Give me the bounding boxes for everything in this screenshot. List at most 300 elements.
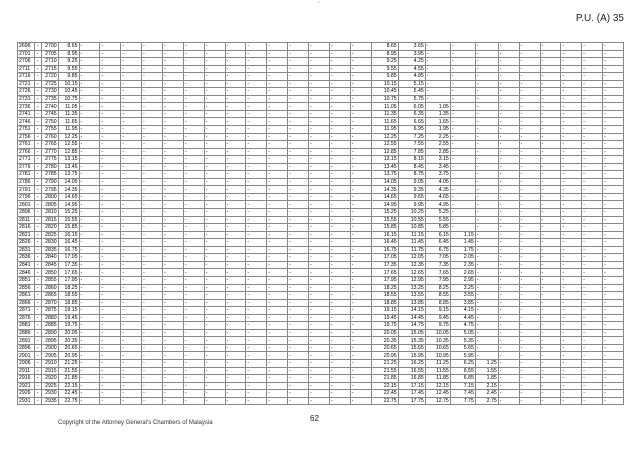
rate-cell: - bbox=[540, 209, 561, 217]
rate-cell: - bbox=[561, 80, 582, 88]
rate-cell: - bbox=[204, 209, 225, 217]
rate-cell: - bbox=[540, 141, 561, 149]
income-range-cell: - bbox=[34, 367, 41, 375]
rate-cell: - bbox=[582, 186, 603, 194]
rate-cell: - bbox=[603, 231, 624, 239]
table-row bbox=[18, 43, 624, 51]
rate-cell: 16.85 bbox=[398, 375, 425, 383]
rate-cell: - bbox=[267, 73, 288, 81]
rate-cell: - bbox=[204, 216, 225, 224]
rate-cell: - bbox=[450, 95, 475, 103]
rate-cell: - bbox=[603, 359, 624, 367]
rate-cell: - bbox=[183, 65, 204, 73]
income-range-cell: 2871 bbox=[18, 307, 35, 315]
income-range-cell: 2790 bbox=[41, 178, 58, 186]
rate-cell: - bbox=[183, 239, 204, 247]
table-row bbox=[18, 171, 624, 179]
rate-cell: - bbox=[100, 224, 121, 232]
rate-cell: - bbox=[475, 156, 498, 164]
income-range-cell: 2696 bbox=[18, 43, 35, 51]
rate-cell: - bbox=[498, 344, 519, 352]
rate-cell: - bbox=[162, 50, 183, 58]
rate-cell: - bbox=[288, 156, 309, 164]
rate-cell: - bbox=[350, 337, 371, 345]
rate-cell: - bbox=[603, 254, 624, 262]
rate-cell: - bbox=[225, 239, 246, 247]
rate-cell: - bbox=[308, 43, 329, 51]
rate-cell: - bbox=[582, 141, 603, 149]
rate-cell: - bbox=[308, 171, 329, 179]
rate-cell: 15.65 bbox=[398, 344, 425, 352]
rate-cell: - bbox=[561, 193, 582, 201]
rate-cell: - bbox=[142, 209, 163, 217]
rate-cell: - bbox=[246, 193, 267, 201]
rate-cell: 12.65 bbox=[398, 269, 425, 277]
rate-cell: 6.75 bbox=[425, 246, 450, 254]
rate-cell: - bbox=[561, 171, 582, 179]
rate-cell: - bbox=[100, 50, 121, 58]
rate-cell: - bbox=[121, 216, 142, 224]
rate-cell: 19.45 bbox=[371, 314, 398, 322]
rate-cell: 2.65 bbox=[450, 269, 475, 277]
rate-cell: - bbox=[267, 254, 288, 262]
rate-cell: - bbox=[519, 110, 540, 118]
rate-cell: 5.65 bbox=[450, 344, 475, 352]
rate-cell: - bbox=[603, 201, 624, 209]
rate-cell: - bbox=[329, 329, 350, 337]
rate-cell: 12.05 bbox=[398, 254, 425, 262]
rate-cell: 1.95 bbox=[425, 126, 450, 134]
rate-cell: - bbox=[350, 156, 371, 164]
income-range-cell: 2926 bbox=[18, 390, 35, 398]
rate-cell: - bbox=[267, 118, 288, 126]
rate-cell: - bbox=[288, 133, 309, 141]
rate-cell: - bbox=[288, 50, 309, 58]
rate-cell: - bbox=[162, 171, 183, 179]
rate-cell: 8.75 bbox=[398, 171, 425, 179]
rate-cell: 17.05 bbox=[58, 254, 79, 262]
rate-cell: - bbox=[204, 50, 225, 58]
income-range-cell: - bbox=[34, 329, 41, 337]
rate-cell: - bbox=[267, 246, 288, 254]
rate-cell: - bbox=[288, 110, 309, 118]
rate-cell: 7.25 bbox=[398, 133, 425, 141]
rate-cell: - bbox=[225, 65, 246, 73]
table-row bbox=[18, 314, 624, 322]
rate-cell: 1.35 bbox=[425, 110, 450, 118]
rate-cell: - bbox=[582, 314, 603, 322]
rate-cell: - bbox=[425, 80, 450, 88]
income-range-cell: 2820 bbox=[41, 224, 58, 232]
rate-cell: - bbox=[204, 103, 225, 111]
rate-cell: 2.25 bbox=[425, 133, 450, 141]
rate-cell: - bbox=[350, 65, 371, 73]
rate-cell: - bbox=[475, 299, 498, 307]
rate-cell: - bbox=[267, 322, 288, 330]
rate-cell: - bbox=[540, 73, 561, 81]
rate-cell: - bbox=[603, 390, 624, 398]
rate-cell: - bbox=[183, 292, 204, 300]
rate-cell: - bbox=[288, 284, 309, 292]
rate-cell: - bbox=[561, 382, 582, 390]
rate-cell: - bbox=[142, 246, 163, 254]
rate-cell: - bbox=[350, 80, 371, 88]
rate-cell: 2.05 bbox=[450, 254, 475, 262]
rate-cell: 10.55 bbox=[398, 216, 425, 224]
rate-cell: - bbox=[121, 299, 142, 307]
rate-cell: - bbox=[162, 118, 183, 126]
income-range-cell: - bbox=[34, 103, 41, 111]
rate-cell: - bbox=[288, 375, 309, 383]
table-row bbox=[18, 284, 624, 292]
rate-cell: 7.05 bbox=[425, 254, 450, 262]
rate-cell: - bbox=[540, 186, 561, 194]
rate-cell: - bbox=[350, 299, 371, 307]
income-range-cell: 2896 bbox=[18, 344, 35, 352]
rate-cell: - bbox=[519, 141, 540, 149]
rate-cell: - bbox=[308, 156, 329, 164]
rate-cell: 4.85 bbox=[398, 73, 425, 81]
rate-cell: 17.65 bbox=[58, 269, 79, 277]
rate-cell: - bbox=[329, 148, 350, 156]
rate-cell: - bbox=[603, 163, 624, 171]
rate-cell: 14.45 bbox=[398, 314, 425, 322]
rate-cell: - bbox=[582, 307, 603, 315]
rate-cell: - bbox=[329, 254, 350, 262]
rate-cell: 6.05 bbox=[398, 103, 425, 111]
rate-cell: - bbox=[498, 141, 519, 149]
rate-cell: - bbox=[475, 261, 498, 269]
rate-cell: - bbox=[450, 178, 475, 186]
rate-cell: - bbox=[225, 292, 246, 300]
income-range-cell: 2930 bbox=[41, 390, 58, 398]
rate-cell: 2.45 bbox=[475, 390, 498, 398]
rate-cell: - bbox=[225, 299, 246, 307]
rate-cell: - bbox=[100, 163, 121, 171]
rate-cell: 19.75 bbox=[371, 322, 398, 330]
rate-cell: - bbox=[308, 307, 329, 315]
rate-cell: - bbox=[350, 95, 371, 103]
rate-cell: - bbox=[183, 148, 204, 156]
rate-cell: - bbox=[100, 269, 121, 277]
rate-cell: - bbox=[267, 201, 288, 209]
rate-cell: - bbox=[498, 171, 519, 179]
rate-cell: - bbox=[121, 246, 142, 254]
rate-cell: - bbox=[246, 231, 267, 239]
rate-cell: 10.35 bbox=[425, 337, 450, 345]
rate-cell: - bbox=[183, 246, 204, 254]
rate-cell: - bbox=[350, 239, 371, 247]
rate-cell: - bbox=[267, 163, 288, 171]
income-range-cell: 2845 bbox=[41, 261, 58, 269]
rate-cell: - bbox=[121, 50, 142, 58]
rate-cell: - bbox=[603, 88, 624, 96]
rate-cell: 16.25 bbox=[398, 359, 425, 367]
income-range-cell: - bbox=[34, 269, 41, 277]
rate-cell: - bbox=[225, 209, 246, 217]
income-range-cell: - bbox=[34, 276, 41, 284]
rate-cell: - bbox=[540, 178, 561, 186]
rate-cell: - bbox=[540, 307, 561, 315]
rate-cell: - bbox=[308, 239, 329, 247]
rate-cell: - bbox=[142, 322, 163, 330]
rate-cell: - bbox=[561, 261, 582, 269]
rate-cell: - bbox=[425, 95, 450, 103]
rate-cell: - bbox=[561, 110, 582, 118]
rate-cell: - bbox=[519, 382, 540, 390]
rate-cell: - bbox=[561, 58, 582, 66]
rate-cell: - bbox=[183, 216, 204, 224]
rate-cell: - bbox=[329, 359, 350, 367]
rate-cell: - bbox=[121, 163, 142, 171]
rate-cell: - bbox=[267, 171, 288, 179]
rate-cell: - bbox=[540, 88, 561, 96]
rate-cell: - bbox=[603, 95, 624, 103]
rate-cell: - bbox=[603, 284, 624, 292]
rate-cell: - bbox=[142, 88, 163, 96]
rate-cell: - bbox=[329, 397, 350, 405]
rate-cell: - bbox=[162, 299, 183, 307]
income-range-cell: 2816 bbox=[18, 224, 35, 232]
rate-cell: - bbox=[204, 178, 225, 186]
income-range-cell: - bbox=[34, 344, 41, 352]
income-range-cell: - bbox=[34, 110, 41, 118]
rate-cell: 8.95 bbox=[58, 50, 79, 58]
rate-cell: 7.15 bbox=[450, 382, 475, 390]
rate-cell: - bbox=[350, 359, 371, 367]
rate-cell: 11.15 bbox=[398, 231, 425, 239]
rate-cell: - bbox=[350, 390, 371, 398]
rate-cell: - bbox=[100, 344, 121, 352]
rate-cell: 7.35 bbox=[425, 261, 450, 269]
rate-cell: - bbox=[288, 171, 309, 179]
income-range-cell: - bbox=[34, 261, 41, 269]
rate-cell: - bbox=[519, 254, 540, 262]
rate-cell: - bbox=[225, 261, 246, 269]
rate-cell: - bbox=[162, 209, 183, 217]
rate-cell: - bbox=[450, 141, 475, 149]
rate-cell: - bbox=[79, 156, 100, 164]
rate-cell: - bbox=[350, 367, 371, 375]
rate-cell: - bbox=[329, 163, 350, 171]
rate-cell: - bbox=[267, 50, 288, 58]
rate-cell: - bbox=[100, 126, 121, 134]
income-range-cell: - bbox=[34, 118, 41, 126]
rate-cell: - bbox=[561, 178, 582, 186]
rate-cell: - bbox=[498, 359, 519, 367]
rate-cell: 2.95 bbox=[450, 276, 475, 284]
rate-cell: - bbox=[121, 103, 142, 111]
rate-cell: - bbox=[329, 322, 350, 330]
rate-cell: - bbox=[79, 231, 100, 239]
rate-cell: - bbox=[350, 231, 371, 239]
rate-cell: - bbox=[79, 103, 100, 111]
rate-cell: - bbox=[519, 307, 540, 315]
rate-cell: - bbox=[603, 141, 624, 149]
rate-cell: - bbox=[162, 382, 183, 390]
rate-cell: 20.65 bbox=[371, 344, 398, 352]
rate-cell: - bbox=[162, 141, 183, 149]
rate-cell: - bbox=[540, 375, 561, 383]
rate-cell: - bbox=[519, 186, 540, 194]
rate-cell: - bbox=[204, 261, 225, 269]
income-range-cell: 2885 bbox=[41, 322, 58, 330]
rate-cell: - bbox=[308, 88, 329, 96]
rate-cell: - bbox=[425, 73, 450, 81]
rate-cell: - bbox=[450, 110, 475, 118]
rate-cell: 13.85 bbox=[398, 299, 425, 307]
rate-cell: - bbox=[603, 224, 624, 232]
rate-cell: - bbox=[162, 246, 183, 254]
rate-cell: - bbox=[267, 261, 288, 269]
rate-cell: - bbox=[162, 261, 183, 269]
income-range-cell: - bbox=[34, 88, 41, 96]
rate-cell: - bbox=[350, 352, 371, 360]
rate-cell: - bbox=[519, 299, 540, 307]
rate-cell: 16.15 bbox=[58, 231, 79, 239]
rate-cell: - bbox=[162, 126, 183, 134]
rate-cell: - bbox=[603, 58, 624, 66]
table-row bbox=[18, 344, 624, 352]
income-range-cell: 2850 bbox=[41, 269, 58, 277]
rate-cell: - bbox=[498, 148, 519, 156]
rate-cell: - bbox=[308, 322, 329, 330]
rate-cell: - bbox=[100, 193, 121, 201]
rate-cell: - bbox=[425, 50, 450, 58]
rate-cell: - bbox=[350, 284, 371, 292]
rate-cell: 5.25 bbox=[425, 209, 450, 217]
income-range-cell: - bbox=[34, 254, 41, 262]
rate-cell: - bbox=[582, 367, 603, 375]
rate-cell: - bbox=[100, 178, 121, 186]
income-range-cell: 2781 bbox=[18, 171, 35, 179]
income-range-cell: 2780 bbox=[41, 163, 58, 171]
income-range-cell: 2761 bbox=[18, 141, 35, 149]
rate-cell: - bbox=[79, 397, 100, 405]
rate-cell: - bbox=[225, 88, 246, 96]
rate-cell: - bbox=[121, 193, 142, 201]
rate-cell: 9.05 bbox=[398, 178, 425, 186]
income-range-cell: - bbox=[34, 224, 41, 232]
rate-cell: - bbox=[225, 375, 246, 383]
rate-cell: - bbox=[183, 209, 204, 217]
rate-cell: - bbox=[288, 292, 309, 300]
table-row bbox=[18, 337, 624, 345]
income-range-cell: - bbox=[34, 186, 41, 194]
rate-cell: - bbox=[561, 224, 582, 232]
rate-cell: - bbox=[100, 118, 121, 126]
rate-cell: - bbox=[142, 390, 163, 398]
table-row bbox=[18, 299, 624, 307]
rate-cell: - bbox=[288, 65, 309, 73]
rate-cell: - bbox=[142, 216, 163, 224]
rate-cell: - bbox=[162, 239, 183, 247]
rate-cell: - bbox=[475, 352, 498, 360]
table-row bbox=[18, 88, 624, 96]
rate-cell: - bbox=[540, 390, 561, 398]
rate-cell: - bbox=[498, 246, 519, 254]
rate-cell: - bbox=[329, 110, 350, 118]
rate-cell: - bbox=[308, 269, 329, 277]
income-range-cell: - bbox=[34, 216, 41, 224]
rate-cell: - bbox=[308, 397, 329, 405]
rate-cell: - bbox=[204, 292, 225, 300]
rate-cell: - bbox=[79, 322, 100, 330]
rate-cell: - bbox=[561, 246, 582, 254]
rate-cell: - bbox=[79, 216, 100, 224]
rate-cell: - bbox=[329, 224, 350, 232]
rate-cell: - bbox=[121, 186, 142, 194]
table-row bbox=[18, 307, 624, 315]
rate-cell: - bbox=[475, 103, 498, 111]
rate-cell: - bbox=[121, 337, 142, 345]
rate-cell: - bbox=[142, 239, 163, 247]
rate-cell: - bbox=[162, 178, 183, 186]
rate-cell: - bbox=[225, 201, 246, 209]
rate-cell: - bbox=[288, 80, 309, 88]
income-range-cell: 2836 bbox=[18, 254, 35, 262]
rate-cell: - bbox=[582, 95, 603, 103]
rate-cell: 11.65 bbox=[58, 118, 79, 126]
rate-cell: - bbox=[603, 216, 624, 224]
rate-cell: - bbox=[603, 43, 624, 51]
rate-cell: 7.85 bbox=[398, 148, 425, 156]
rate-cell: 17.05 bbox=[371, 254, 398, 262]
income-range-cell: - bbox=[34, 65, 41, 73]
rate-cell: - bbox=[540, 344, 561, 352]
table-row bbox=[18, 65, 624, 73]
rate-cell: - bbox=[100, 352, 121, 360]
rate-cell: - bbox=[561, 133, 582, 141]
rate-cell: - bbox=[267, 314, 288, 322]
income-range-cell: - bbox=[34, 239, 41, 247]
rate-cell: 14.35 bbox=[371, 186, 398, 194]
rate-cell: - bbox=[79, 43, 100, 51]
rate-cell: 14.75 bbox=[398, 322, 425, 330]
rate-cell: - bbox=[162, 397, 183, 405]
rate-cell: - bbox=[561, 254, 582, 262]
rate-cell: - bbox=[498, 65, 519, 73]
rate-cell: - bbox=[475, 50, 498, 58]
rate-cell: 4.05 bbox=[425, 178, 450, 186]
rate-cell: - bbox=[288, 73, 309, 81]
rate-cell: 18.25 bbox=[371, 284, 398, 292]
rate-cell: - bbox=[79, 126, 100, 134]
rate-cell: - bbox=[142, 186, 163, 194]
rate-cell: - bbox=[246, 337, 267, 345]
rate-cell: - bbox=[582, 193, 603, 201]
table-row bbox=[18, 367, 624, 375]
rate-cell: 6.15 bbox=[425, 231, 450, 239]
rate-cell: - bbox=[603, 118, 624, 126]
rate-cell: - bbox=[142, 103, 163, 111]
rate-cell: 18.85 bbox=[58, 299, 79, 307]
rate-cell: - bbox=[225, 73, 246, 81]
rate-cell: - bbox=[79, 239, 100, 247]
rate-cell: - bbox=[329, 88, 350, 96]
rate-cell: 6.55 bbox=[450, 367, 475, 375]
rate-cell: - bbox=[475, 80, 498, 88]
rate-cell: - bbox=[350, 276, 371, 284]
rate-cell: - bbox=[603, 337, 624, 345]
income-range-cell: 2886 bbox=[18, 329, 35, 337]
rate-cell: - bbox=[142, 344, 163, 352]
rate-cell: 6.45 bbox=[425, 239, 450, 247]
rate-cell: - bbox=[267, 133, 288, 141]
rate-cell: - bbox=[540, 224, 561, 232]
rate-cell: - bbox=[121, 110, 142, 118]
rate-cell: - bbox=[308, 65, 329, 73]
